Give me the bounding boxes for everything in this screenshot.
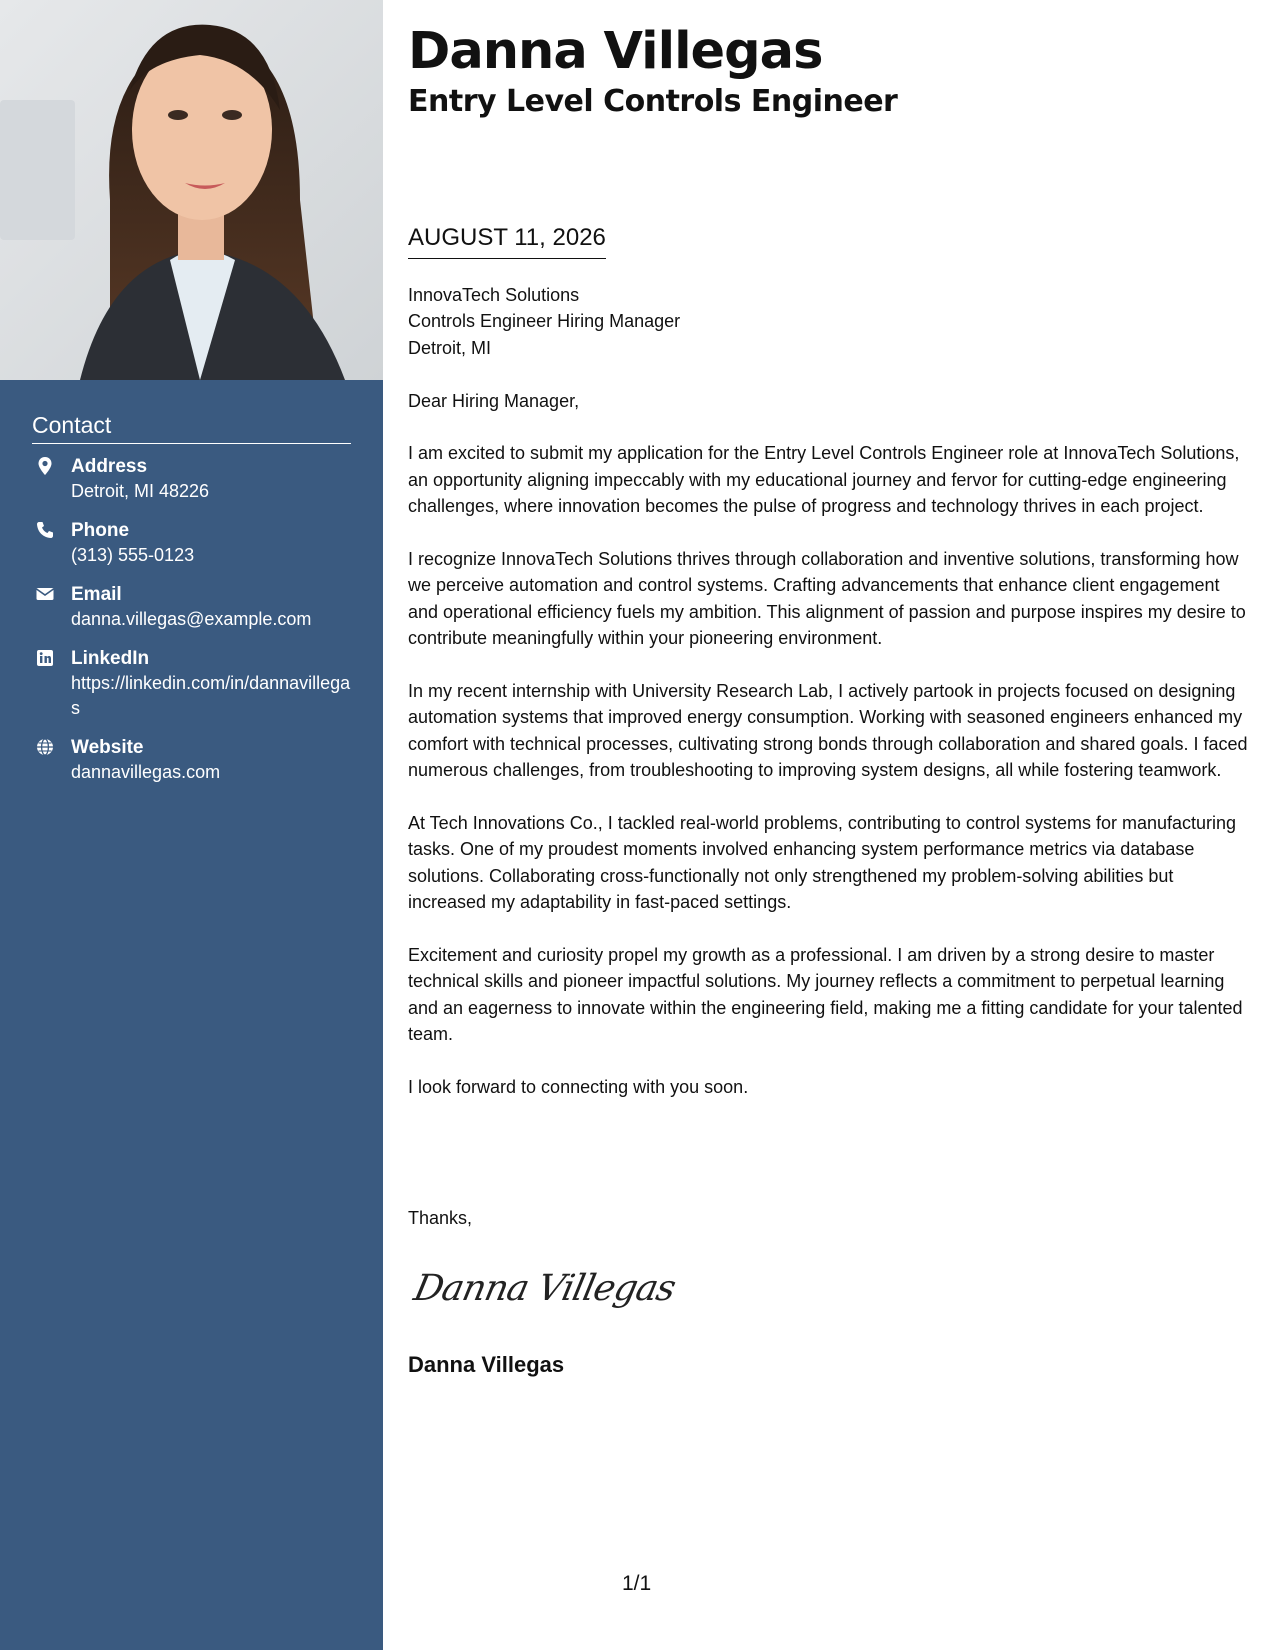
contact-item-website	[32, 735, 351, 785]
recipient-company: InnovaTech Solutions	[408, 285, 580, 305]
paragraph-1: I am excited to submit my application for the Entry Level Controls Engineer role at InnovaTech Solutions, an opportunity aligning impeccably with my educational journey and fervor for cutting-edge engineering challenges, where innovation becomes the pulse of progress and technology thrives in each project.	[408, 443, 1240, 517]
profile-photo	[0, 0, 383, 380]
sidebar	[0, 0, 383, 1650]
website-value[interactable]: dannavillegas.com	[71, 762, 221, 782]
recipient-block	[408, 282, 1248, 361]
recipient-title: Controls Engineer Hiring Manager	[408, 311, 681, 332]
contact-item-phone	[32, 518, 351, 568]
paragraph-3: In my recent internship with University Research Lab, I actively partook in projects focused on designing automation systems that improved energy consumption. Working with seasoned engineers enhanced my comfort with technical processes, cultivating strong bonds through collaboration and shared goals. I faced numerous challenges, from troubleshooting to improving system designs, all while fostering teamwork.	[408, 681, 1248, 781]
signed-name: Danna Villegas	[408, 1352, 565, 1377]
linkedin-icon	[35, 648, 55, 668]
address-label: Address	[71, 456, 148, 477]
globe-icon	[35, 737, 55, 757]
letter-body	[408, 282, 1248, 1127]
linkedin-label: LinkedIn	[71, 648, 150, 669]
phone-label: Phone	[71, 520, 130, 541]
contact-item-email	[32, 582, 351, 632]
website-label: Website	[71, 737, 144, 758]
contact-item-address	[32, 454, 351, 504]
paragraph-2: I recognize InnovaTech Solutions thrives through collaboration and inventive solutions, transforming how we perceive automation and control systems. Crafting advancements that enhance client engagement and operational efficiency fuels my ambition. This alignment of passion and purpose inspires my desire to contribute meaningfully within your pioneering environment.	[408, 549, 1246, 649]
page-number: 1/1	[622, 1572, 652, 1595]
contact-item-linkedin	[32, 646, 351, 721]
linkedin-value[interactable]: https://linkedin.com/in/dannavillegas	[71, 673, 351, 718]
phone-value: (313) 555-0123	[71, 545, 195, 565]
email-label: Email	[71, 584, 122, 605]
applicant-name: Danna Villegas	[408, 22, 823, 81]
envelope-icon	[35, 584, 55, 604]
paragraph-4: At Tech Innovations Co., I tackled real-world problems, contributing to control systems for manufacturing tasks. One of my proudest moments involved enhancing system performance metrics via database solutions. Collaborating cross-functionally not only strengthened my problem-solving abilities but increased my adaptability in fast-paced settings.	[408, 813, 1237, 913]
email-value: danna.villegas@example.com	[71, 609, 312, 629]
map-pin-icon	[35, 456, 55, 476]
paragraph-6: I look forward to connecting with you soon.	[408, 1077, 749, 1098]
applicant-role: Entry Level Controls Engineer	[408, 84, 898, 119]
recipient-location: Detroit, MI	[408, 337, 492, 358]
handwritten-signature	[410, 1254, 680, 1329]
address-value: Detroit, MI 48226	[71, 481, 210, 501]
contact-section	[32, 412, 351, 799]
svg-text:Danna Villegas: Danna Villegas	[410, 1266, 680, 1309]
contact-heading: Contact	[32, 412, 351, 444]
phone-icon	[35, 520, 55, 540]
paragraph-5: Excitement and curiosity propel my growth as a professional. I am driven by a strong desire to master technical skills and pioneer impactful solutions. My journey reflects a commitment to perpetual learning and an eagerness to innovate within the engineering field, making me a fitting candidate for your talented team.	[408, 945, 1243, 1045]
closing: Thanks,	[408, 1208, 473, 1228]
salutation: Dear Hiring Manager,	[408, 390, 580, 411]
letter-date: AUGUST 11, 2026	[408, 224, 606, 259]
